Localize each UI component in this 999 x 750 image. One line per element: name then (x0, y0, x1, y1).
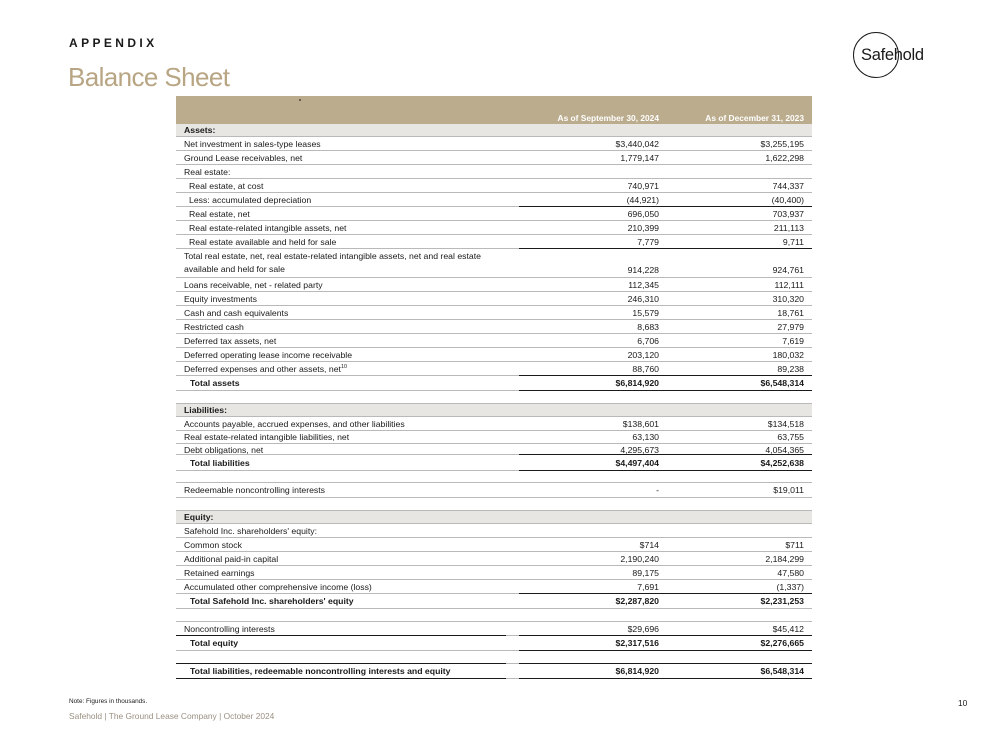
value-sep-2024: 2,190,240 (620, 553, 659, 564)
subtotal-rule (519, 678, 812, 679)
table-row (176, 151, 812, 165)
table-body (176, 124, 812, 679)
row-label-text: Total liabilities, redeemable noncontrolling interests and equity (190, 666, 451, 676)
table-row (176, 483, 812, 498)
spacer-row (176, 498, 812, 511)
value-dec-2023: $2,276,665 (760, 638, 804, 648)
row-label-text: Common stock (184, 539, 242, 550)
value-sep-2024: 246,310 (627, 293, 659, 304)
value-sep-2024: $6,814,920 (615, 666, 659, 676)
table-row (176, 165, 812, 179)
value-sep-2024: $3,440,042 (615, 138, 659, 149)
balance-sheet-table (176, 96, 812, 679)
row-label-text: Additional paid-in capital (184, 553, 279, 564)
value-sep-2024: 112,345 (628, 279, 659, 290)
row-label (184, 553, 514, 566)
value-sep-2024: 88,760 (632, 363, 659, 374)
value-sep-2024: 1,779,147 (620, 152, 659, 163)
value-dec-2023: 744,337 (772, 180, 804, 191)
section-kicker: APPENDIX (69, 36, 158, 50)
table-row (176, 538, 812, 552)
row-label (184, 525, 514, 538)
value-sep-2024: 210,399 (627, 222, 659, 233)
table-row (176, 431, 812, 444)
value-dec-2023: 18,761 (777, 307, 804, 318)
row-label-text: Net investment in sales-type leases (184, 138, 321, 149)
row-label (189, 180, 519, 193)
row-label-text: Deferred tax assets, net (184, 335, 277, 346)
row-label (184, 279, 514, 292)
row-label-text: Less: accumulated depreciation (189, 194, 312, 205)
row-label (184, 250, 514, 275)
table-row (176, 207, 812, 221)
row-label (184, 581, 514, 594)
footer-text: Safehold | The Ground Lease Company | October 2024 (69, 711, 275, 721)
value-sep-2024: 4,295,673 (620, 445, 659, 455)
value-dec-2023: 9,711 (782, 236, 804, 247)
value-sep-2024: 740,971 (627, 180, 659, 191)
row-label (190, 377, 520, 390)
table-row (176, 594, 812, 609)
row-label-text: Real estate, at cost (189, 180, 264, 191)
table-row (176, 664, 812, 679)
table-row (176, 417, 812, 431)
value-sep-2024: $2,287,820 (615, 596, 659, 606)
value-sep-2024: - (656, 485, 659, 495)
table-row (176, 306, 812, 320)
row-label (184, 307, 514, 320)
value-dec-2023: $3,255,195 (760, 138, 804, 149)
row-label (189, 194, 519, 207)
value-dec-2023: 7,619 (782, 335, 804, 346)
table-row (176, 524, 812, 538)
row-label-text: Real estate available and held for sale (189, 236, 337, 247)
column-header-dec-2023: As of December 31, 2023 (705, 113, 804, 123)
row-label (184, 567, 514, 580)
row-label-text: Total Safehold Inc. shareholders' equity (190, 596, 354, 606)
table-row (176, 566, 812, 580)
value-dec-2023: 703,937 (772, 208, 804, 219)
value-sep-2024: 914,228 (627, 264, 659, 275)
row-label-text: Accounts payable, accrued expenses, and other liabilities (184, 418, 405, 429)
table-row (176, 193, 812, 207)
value-dec-2023: (40,400) (771, 194, 804, 205)
row-label-text: Equity investments (184, 293, 257, 304)
value-dec-2023: 4,054,365 (765, 445, 804, 455)
table-row (176, 179, 812, 193)
table-header (176, 96, 812, 124)
value-dec-2023: 924,761 (772, 264, 804, 275)
row-label-text: Real estate-related intangible liabilities, net (184, 432, 350, 442)
row-label-text: Real estate, net (189, 208, 250, 219)
row-label (184, 293, 514, 306)
row-label (184, 152, 514, 165)
row-label-text: Total equity (190, 638, 239, 648)
table-row (176, 636, 812, 651)
value-sep-2024: 7,779 (637, 236, 659, 247)
row-label-text: Total assets (190, 378, 240, 388)
spacer-row (176, 391, 812, 404)
value-sep-2024: $2,317,516 (615, 638, 659, 648)
value-sep-2024: 696,050 (627, 208, 659, 219)
section-header-row (176, 511, 812, 524)
table-row (176, 348, 812, 362)
spacer-row (176, 609, 812, 622)
table-row (176, 444, 812, 455)
header-mark (299, 99, 301, 101)
value-dec-2023: $6,548,314 (760, 666, 804, 676)
row-label-text: Total real estate, net, real estate-related intangible assets, net and real estate available and held for sale (184, 251, 482, 274)
table-row (176, 249, 812, 278)
value-dec-2023: $4,252,638 (760, 457, 804, 468)
table-row (176, 552, 812, 566)
table-row (176, 334, 812, 348)
row-label-text: Retained earnings (184, 567, 255, 578)
table-row (176, 580, 812, 594)
row-label (190, 595, 520, 608)
table-row (176, 235, 812, 249)
table-row (176, 137, 812, 151)
safehold-logo (853, 32, 924, 78)
section-header-row (176, 124, 812, 137)
table-row (176, 221, 812, 235)
row-label (184, 363, 514, 376)
value-sep-2024: 8,683 (637, 321, 659, 332)
row-label (184, 335, 514, 348)
value-sep-2024: (44,921) (626, 194, 659, 205)
row-label-text: Equity: (184, 512, 214, 522)
table-row (176, 278, 812, 292)
row-label-text: Restricted cash (184, 321, 244, 332)
value-sep-2024: $29,696 (627, 623, 659, 634)
value-sep-2024: 6,706 (637, 335, 659, 346)
value-dec-2023: 180,032 (772, 349, 804, 360)
section-header-row (176, 404, 812, 417)
logo-wordmark: Safehold (861, 46, 924, 64)
row-label (184, 418, 514, 431)
row-label (184, 349, 514, 362)
page-title: Balance Sheet (68, 62, 230, 92)
table-row (176, 622, 812, 636)
spacer-row (176, 471, 812, 483)
row-label (189, 208, 519, 221)
value-dec-2023: $134,518 (767, 418, 804, 429)
value-dec-2023: 1,622,298 (765, 152, 804, 163)
row-label (190, 637, 520, 650)
value-dec-2023: (1,337) (776, 581, 804, 592)
row-label (184, 138, 514, 151)
value-dec-2023: 310,320 (772, 293, 804, 304)
row-label-text: Real estate-related intangible assets, net (189, 222, 347, 233)
table-row (176, 320, 812, 334)
row-label (184, 321, 514, 334)
row-label (189, 222, 519, 235)
row-label (184, 484, 514, 497)
row-label (189, 236, 519, 249)
value-sep-2024: 63,130 (632, 432, 659, 442)
page-number: 10 (958, 698, 968, 708)
row-label-text: Redeemable noncontrolling interests (184, 485, 326, 495)
value-dec-2023: 47,580 (777, 567, 804, 578)
value-sep-2024: $4,497,404 (615, 457, 659, 468)
row-label-text: Debt obligations, net (184, 445, 264, 455)
row-label-text: Total liabilities (190, 457, 250, 468)
row-label-text: Accumulated other comprehensive income (loss) (184, 581, 372, 592)
value-dec-2023: 112,111 (774, 279, 804, 290)
row-label-text: Loans receivable, net - related party (184, 279, 323, 290)
row-label-text: Safehold Inc. shareholders' equity: (184, 525, 318, 536)
row-label (190, 665, 520, 678)
value-sep-2024: $714 (639, 539, 659, 550)
value-dec-2023: $2,231,253 (760, 596, 804, 606)
table-row (176, 376, 812, 391)
row-label-text: Ground Lease receivables, net (184, 152, 303, 163)
footnote-marker: 10 (340, 363, 348, 370)
value-dec-2023: 211,113 (773, 222, 804, 233)
value-sep-2024: 89,175 (632, 567, 659, 578)
total-rule (176, 678, 506, 679)
value-dec-2023: $6,548,314 (760, 378, 804, 388)
value-sep-2024: 7,691 (637, 581, 659, 592)
value-dec-2023: $45,412 (772, 623, 804, 634)
value-dec-2023: $19,011 (773, 485, 804, 495)
row-label-text: Deferred operating lease income receivable (184, 349, 353, 360)
value-dec-2023: 27,979 (777, 321, 804, 332)
row-label (184, 539, 514, 552)
footnote: Note: Figures in thousands. (69, 698, 148, 705)
row-label-text: Real estate: (184, 166, 231, 177)
row-label-text: Liabilities: (184, 405, 227, 415)
row-label (190, 457, 520, 470)
row-label-text: Deferred expenses and other assets, net (184, 363, 341, 374)
column-header-sep-2024: As of September 30, 2024 (557, 113, 659, 123)
value-sep-2024: $6,814,920 (615, 378, 659, 388)
value-sep-2024: 15,579 (632, 307, 659, 318)
row-label-text: Assets: (184, 125, 216, 135)
row-label (184, 166, 514, 179)
table-row (176, 362, 812, 376)
value-dec-2023: 63,755 (777, 432, 804, 442)
row-label-text: Noncontrolling interests (184, 623, 275, 634)
table-row (176, 292, 812, 306)
value-dec-2023: 89,238 (777, 363, 804, 374)
value-sep-2024: $138,601 (622, 418, 659, 429)
table-row (176, 455, 812, 471)
spacer-row (176, 651, 812, 664)
value-dec-2023: 2,184,299 (765, 553, 804, 564)
value-dec-2023: $711 (785, 539, 804, 550)
row-label-text: Cash and cash equivalents (184, 307, 289, 318)
value-sep-2024: 203,120 (627, 349, 659, 360)
row-label (184, 623, 514, 636)
